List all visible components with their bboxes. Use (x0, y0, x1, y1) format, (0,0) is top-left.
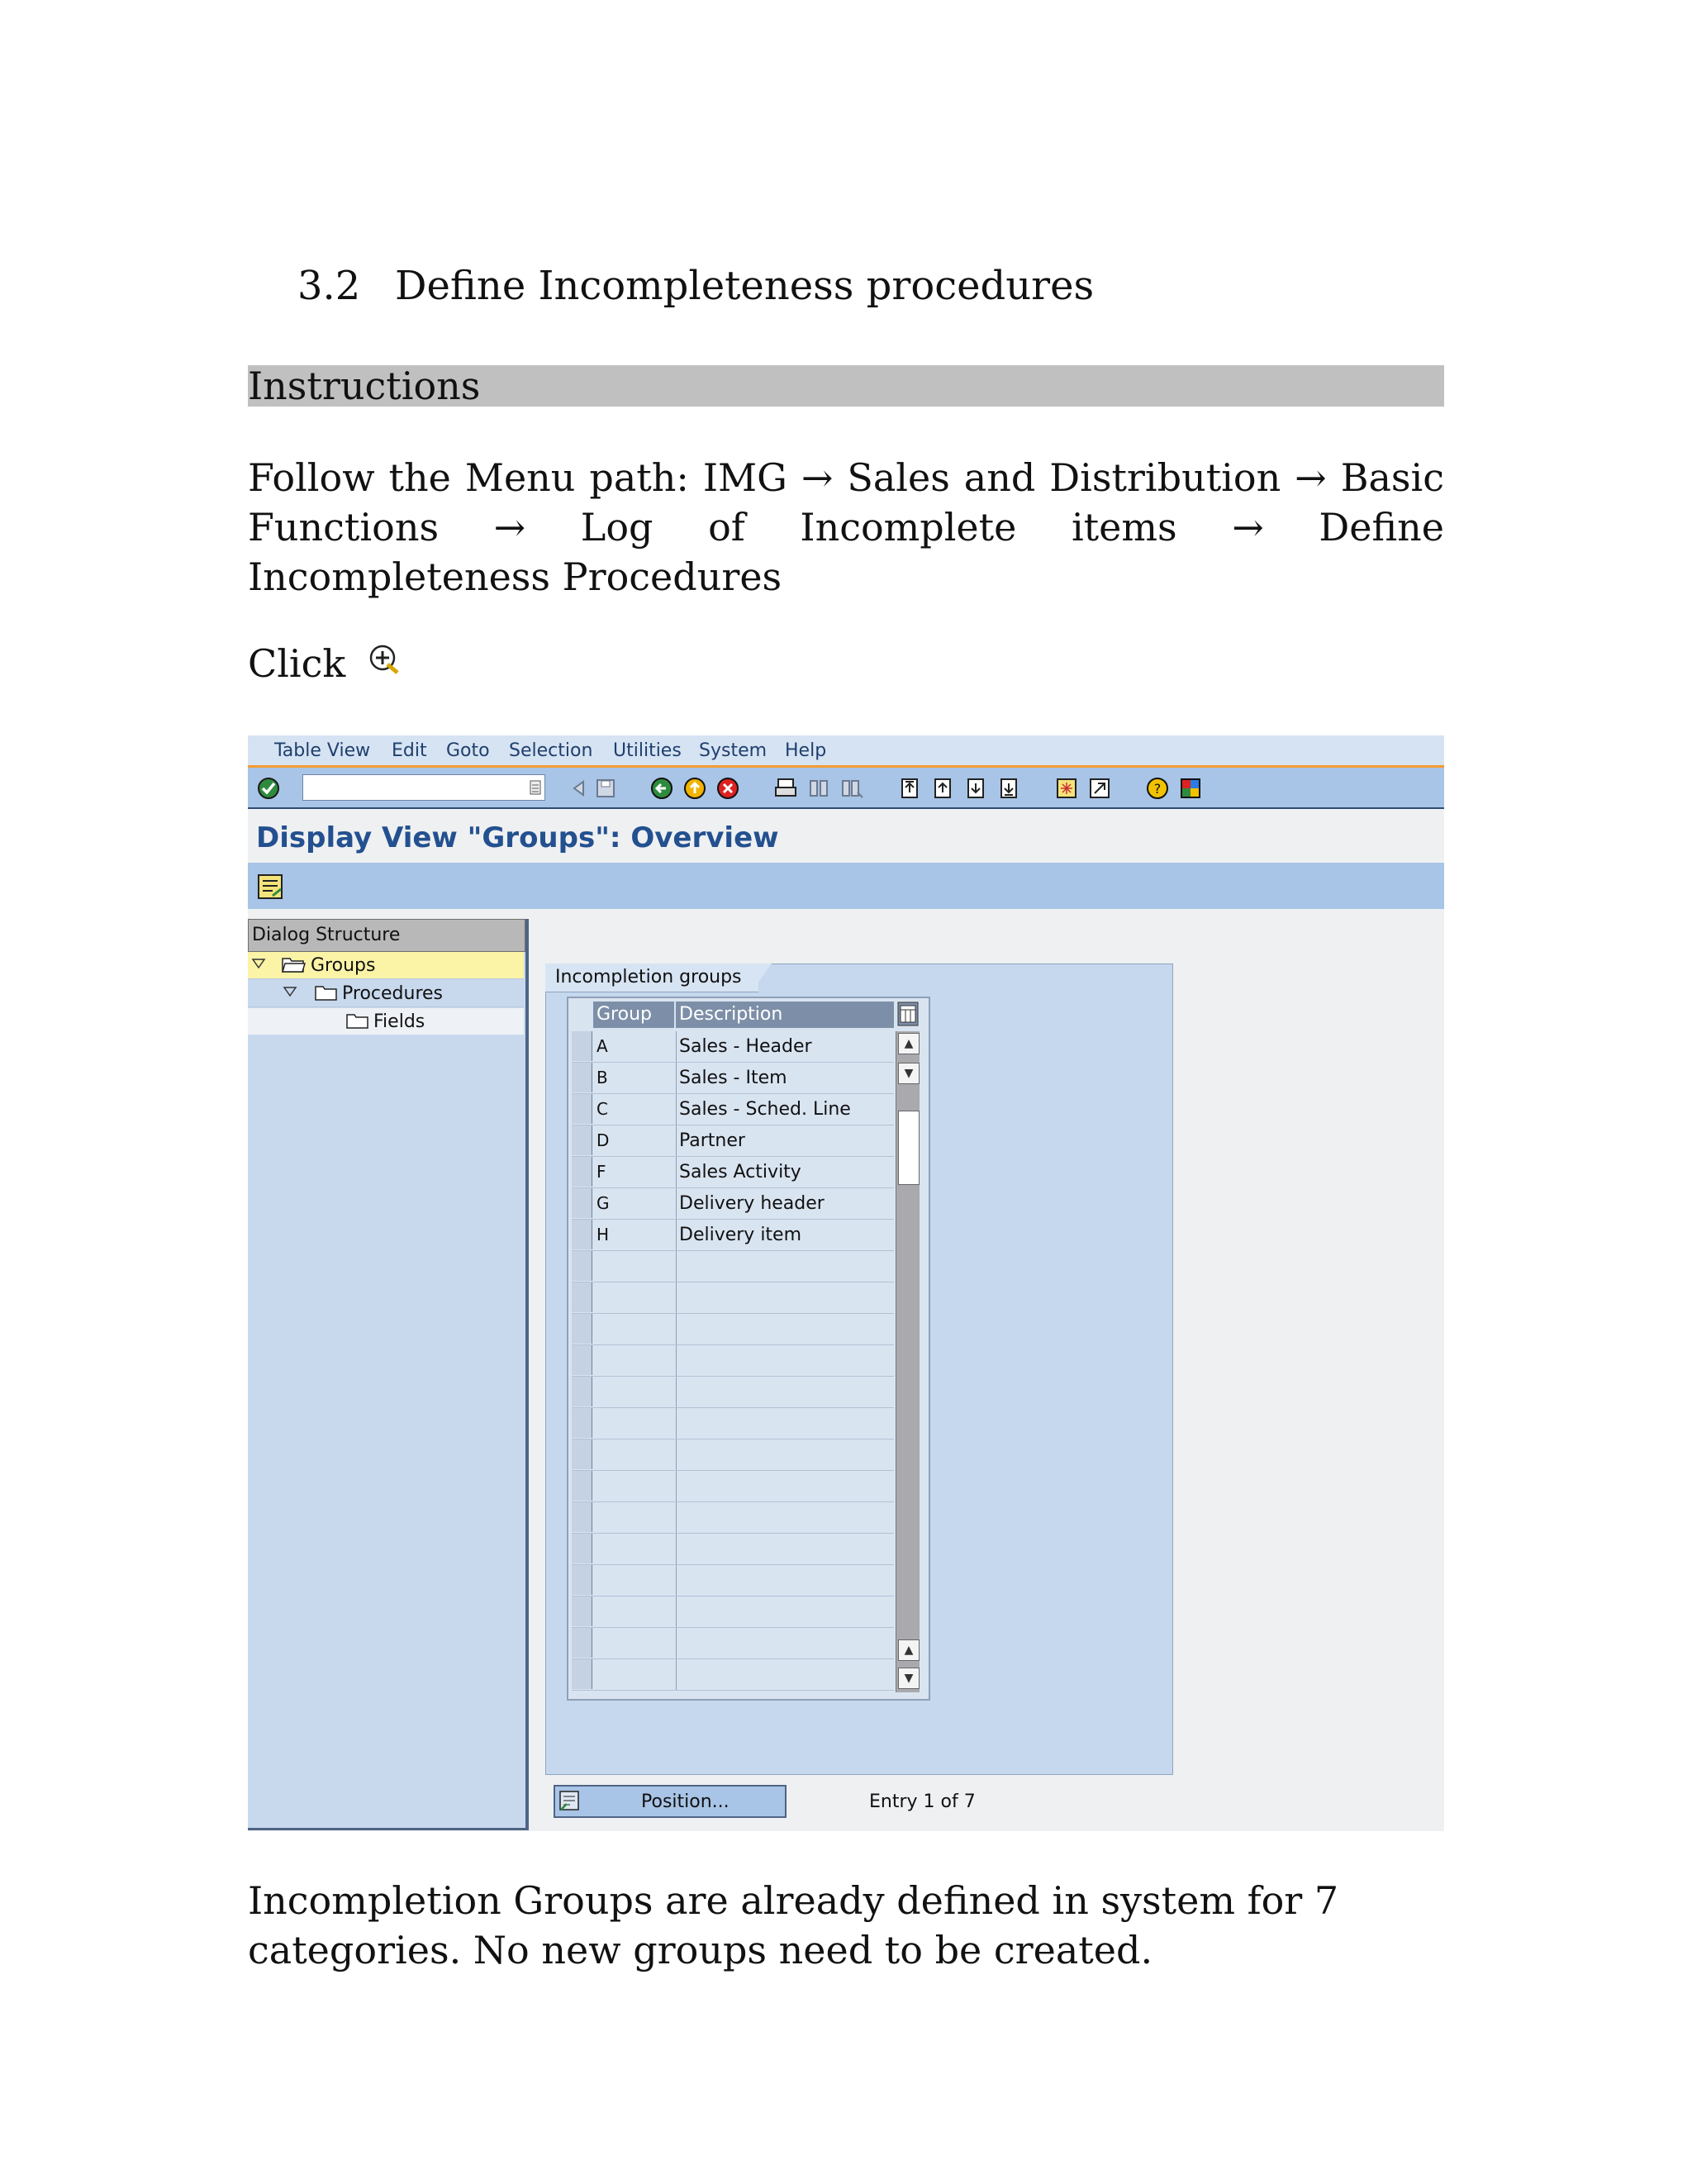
table-row[interactable] (572, 1282, 894, 1314)
cell-description: Sales - Header (679, 1036, 812, 1057)
column-header-description-label: Description (679, 1004, 783, 1025)
folder-icon (314, 983, 339, 1002)
footer-note: Incompletion Groups are already defined in system for 7 categories. No new groups need to be created. (248, 1878, 1339, 1972)
column-header-description[interactable] (676, 1002, 894, 1028)
vertical-scrollbar[interactable] (896, 1031, 920, 1692)
row-selector[interactable] (572, 1596, 592, 1626)
table-row[interactable] (572, 1628, 894, 1659)
table-row[interactable] (572, 1377, 894, 1408)
cell-description: Partner (679, 1130, 745, 1151)
new-entries-icon (368, 643, 401, 676)
first-page-icon[interactable] (897, 776, 922, 801)
customize-layout-icon[interactable] (1178, 776, 1203, 801)
page-down-icon[interactable]: ▼ (898, 1668, 920, 1689)
scroll-up-icon[interactable]: ▲ (898, 1033, 920, 1054)
table-row[interactable] (572, 1471, 894, 1502)
column-header-group-label: Group (596, 1004, 652, 1025)
click-label: Click (248, 641, 346, 686)
tree-item-groups[interactable] (248, 952, 524, 979)
find-icon (806, 776, 831, 801)
application-toolbar (248, 863, 1444, 909)
row-selector[interactable] (572, 1565, 592, 1595)
table-tab (545, 964, 758, 992)
cell-group: F (596, 1162, 606, 1182)
cell-description: Sales Activity (679, 1162, 801, 1182)
tree-label-groups: Groups (311, 955, 376, 976)
print-icon[interactable] (773, 776, 798, 801)
instructions-bar (248, 365, 1444, 407)
row-selector[interactable] (572, 1031, 592, 1061)
position-button[interactable] (554, 1785, 787, 1818)
svg-text:?: ? (1153, 781, 1162, 797)
row-selector[interactable] (572, 1659, 592, 1689)
standard-toolbar (248, 768, 1444, 809)
table-row[interactable] (572, 1188, 894, 1220)
scroll-down-icon[interactable]: ▼ (898, 1063, 920, 1084)
table-row[interactable] (572, 1314, 894, 1345)
table-row[interactable] (572, 1565, 894, 1596)
tree-item-procedures[interactable] (248, 980, 524, 1007)
find-next-icon (839, 776, 864, 801)
row-selector[interactable] (572, 1534, 592, 1563)
dialog-structure-header (248, 919, 525, 952)
scroll-thumb[interactable] (898, 1111, 920, 1185)
row-selector[interactable] (572, 1345, 592, 1375)
cell-description: Delivery header (679, 1193, 825, 1214)
expand-triangle-icon[interactable] (283, 985, 297, 998)
dialog-structure-pane (248, 919, 529, 1830)
cell-description: Sales - Item (679, 1068, 787, 1088)
folder-icon (345, 1011, 370, 1030)
table-settings-icon[interactable] (897, 1002, 919, 1026)
tree-label-procedures: Procedures (342, 983, 443, 1004)
table-row[interactable] (572, 1220, 894, 1251)
column-header-group[interactable] (593, 1002, 674, 1028)
screen-title: Display View "Groups": Overview (256, 821, 779, 854)
table-row[interactable] (572, 1251, 894, 1282)
next-page-icon[interactable] (963, 776, 988, 801)
row-selector[interactable] (572, 1094, 592, 1124)
dropdown-icon[interactable] (530, 780, 541, 795)
help-icon[interactable] (1145, 776, 1170, 801)
menu-utilities[interactable]: Utilities (613, 740, 682, 761)
cell-group: D (596, 1130, 610, 1150)
previous-page-icon[interactable] (930, 776, 955, 801)
click-instruction (248, 641, 401, 686)
menu-selection[interactable]: Selection (509, 740, 593, 761)
section-title: Define Incompleteness procedures (395, 263, 1095, 309)
dialog-structure-title: Dialog Structure (252, 925, 401, 945)
table-row[interactable] (572, 1659, 894, 1691)
table-row[interactable] (572, 1408, 894, 1439)
row-selector[interactable] (572, 1471, 592, 1501)
row-selector[interactable] (572, 1282, 592, 1312)
row-selector[interactable] (572, 1408, 592, 1438)
instructions-label: Instructions (248, 364, 481, 408)
table-row[interactable] (572, 1534, 894, 1565)
cell-group: A (596, 1036, 608, 1056)
section-number: 3.2 (297, 263, 361, 309)
groups-table (567, 997, 930, 1701)
sap-window (248, 735, 1444, 1831)
tree-item-fields[interactable] (248, 1008, 524, 1035)
table-row[interactable] (572, 1157, 894, 1188)
menu-edit[interactable]: Edit (392, 740, 427, 761)
table-row[interactable] (572, 1063, 894, 1094)
row-selector[interactable] (572, 1220, 592, 1249)
enter-check-icon[interactable] (256, 776, 281, 801)
table-row[interactable] (572, 1031, 894, 1063)
exit-icon[interactable] (682, 776, 707, 801)
open-folder-icon (281, 955, 306, 973)
select-all-header[interactable] (572, 1002, 590, 1028)
table-tab-label: Incompletion groups (555, 967, 742, 987)
position-button-label: Position... (641, 1791, 730, 1812)
expand-triangle-icon[interactable] (251, 957, 266, 970)
last-page-icon[interactable] (996, 776, 1021, 801)
back-arrow-grey-icon (567, 776, 592, 801)
table-row[interactable] (572, 1094, 894, 1125)
row-selector[interactable] (572, 1502, 592, 1532)
save-icon (593, 776, 618, 801)
table-row[interactable] (572, 1439, 894, 1471)
cell-group: H (596, 1225, 610, 1244)
row-selector[interactable] (572, 1314, 592, 1344)
table-row[interactable] (572, 1345, 894, 1377)
change-display-icon[interactable] (256, 873, 284, 901)
command-field[interactable] (302, 774, 545, 801)
cell-description: Sales - Sched. Line (679, 1099, 851, 1120)
cell-group: C (596, 1099, 608, 1119)
create-session-icon[interactable] (1054, 776, 1079, 801)
row-selector[interactable] (572, 1188, 592, 1218)
cancel-icon[interactable] (715, 776, 740, 801)
menu-system[interactable]: System (699, 740, 768, 761)
menu-bar (248, 735, 1444, 768)
row-selector[interactable] (572, 1628, 592, 1658)
shortcut-icon[interactable] (1087, 776, 1112, 801)
back-icon[interactable] (649, 776, 674, 801)
table-row[interactable] (572, 1502, 894, 1534)
row-selector[interactable] (572, 1063, 592, 1092)
cell-group: G (596, 1193, 610, 1213)
cell-group: B (596, 1068, 608, 1087)
menu-path-paragraph: Follow the Menu path: IMG → Sales and Distribution → Basic Functions → Log of Incomplete items → Define Incompleteness Procedures (248, 455, 1444, 599)
table-row[interactable] (572, 1125, 894, 1157)
row-selector[interactable] (572, 1125, 592, 1155)
section-heading (297, 263, 1094, 309)
row-selector[interactable] (572, 1377, 592, 1406)
menu-help[interactable]: Help (785, 740, 827, 761)
table-row[interactable] (572, 1596, 894, 1628)
row-selector[interactable] (572, 1251, 592, 1281)
tree-label-fields: Fields (373, 1011, 425, 1032)
row-selector[interactable] (572, 1439, 592, 1469)
menu-table-view[interactable]: Table View (274, 740, 371, 761)
position-icon (558, 1790, 582, 1811)
entry-counter: Entry 1 of 7 (869, 1791, 976, 1812)
page-up-icon[interactable]: ▲ (898, 1639, 920, 1661)
menu-goto[interactable]: Goto (446, 740, 490, 761)
row-selector[interactable] (572, 1157, 592, 1187)
cell-description: Delivery item (679, 1225, 802, 1245)
